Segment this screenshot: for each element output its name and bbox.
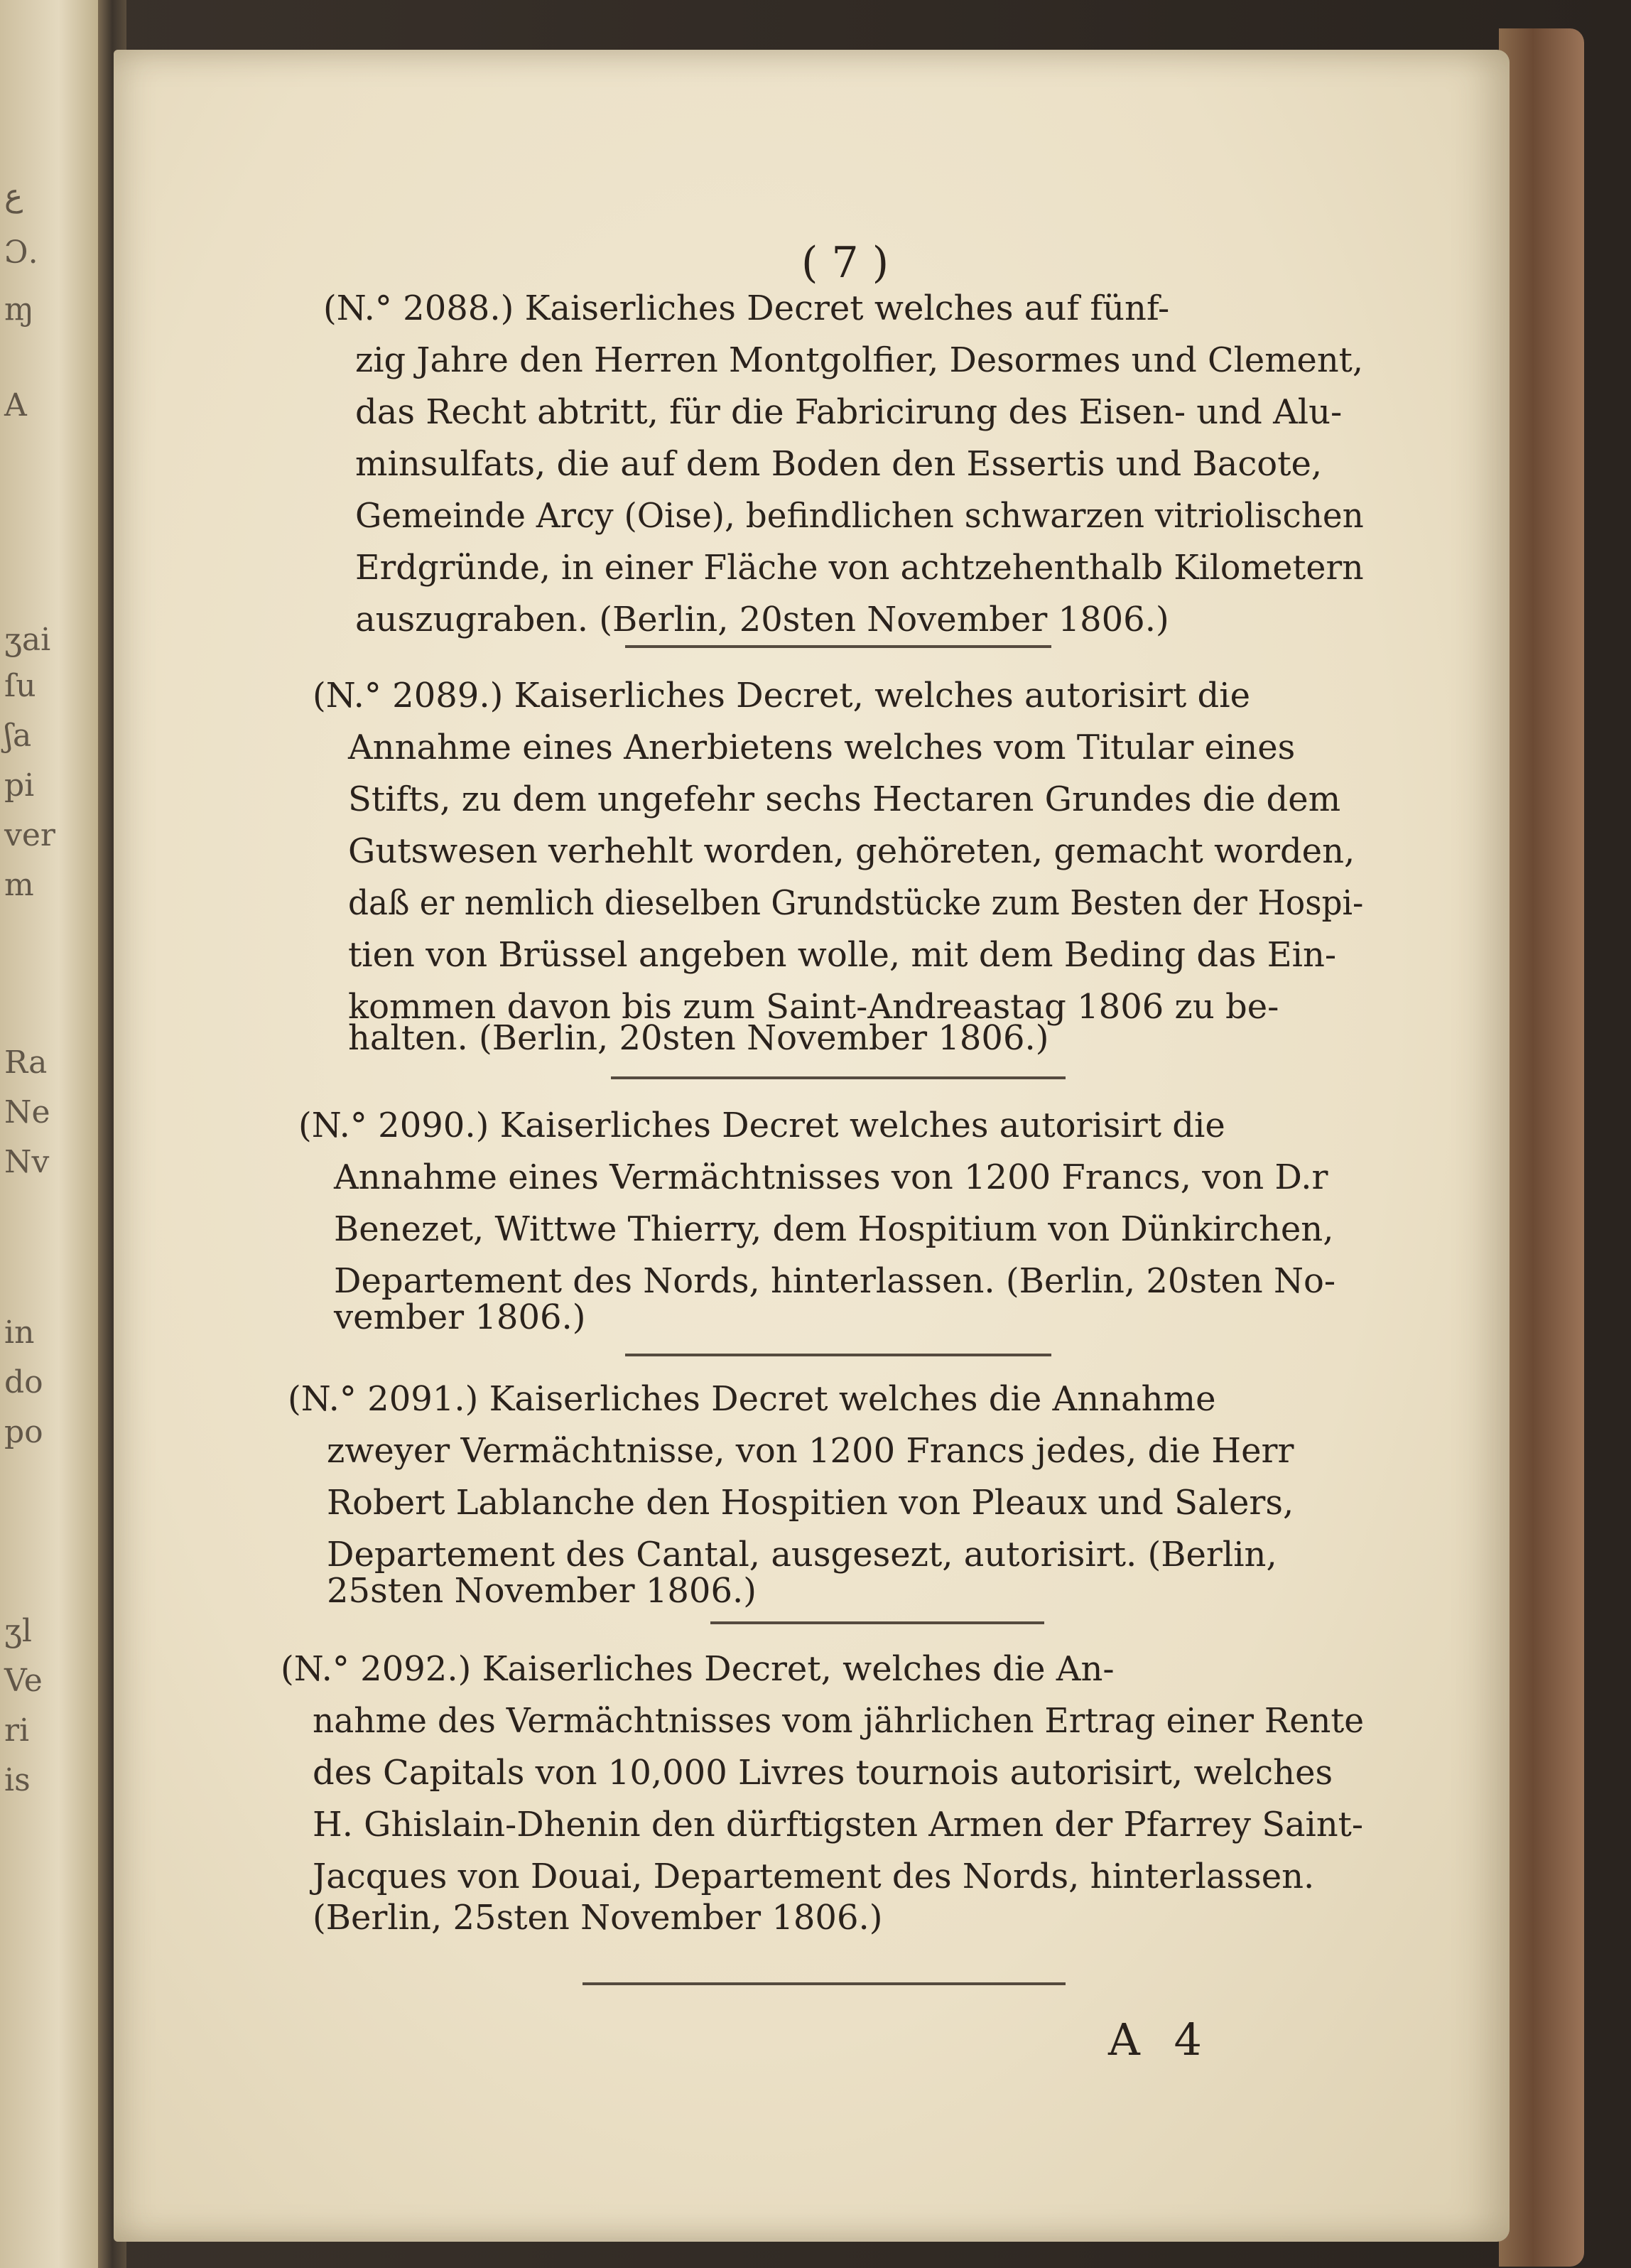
entry-line: Erdgründe, in einer Fläche von achtzehenthalb Kilometern [355, 548, 1364, 588]
entry-line: (Berlin, 25sten November 1806.) [313, 1898, 883, 1938]
left-page-fragment: ri [4, 1712, 30, 1749]
left-page-fragment: Ne [4, 1094, 50, 1130]
separator-rule [625, 645, 1051, 648]
separator-rule [625, 1354, 1051, 1356]
entry-line: Benezet, Wittwe Thierry, dem Hospitium von Dünkirchen, [334, 1209, 1334, 1249]
entry-line: halten. (Berlin, 20sten November 1806.) [348, 1018, 1049, 1058]
entry-line: H. Ghislain-Dhenin den dürftigsten Armen der Pfarrey Saint- [313, 1805, 1364, 1845]
entry-line: 25sten November 1806.) [327, 1571, 757, 1611]
entry-line: Gutswesen verhehlt worden, gehöreten, gemacht worden, [348, 831, 1355, 871]
signature-mark: A 4 [1108, 2014, 1212, 2066]
left-page-fragment: pi [4, 767, 35, 804]
left-page-fragment: in [4, 1314, 35, 1351]
entry-line: des Capitals von 10,000 Livres tournois autorisirt, welches [313, 1753, 1333, 1793]
previous-page-edge [0, 0, 107, 2268]
entry-line: minsulfats, die auf dem Boden den Essertis und Bacote, [355, 444, 1323, 484]
entry-line: daß er nemlich dieselben Grundstücke zum Besten der Hospi- [348, 883, 1364, 923]
left-page-fragment: Ve [4, 1663, 43, 1699]
left-page-fragment: m [4, 867, 34, 903]
separator-rule [710, 1621, 1044, 1624]
entry-line: (N.° 2092.) Kaiserliches Decret, welches die An- [281, 1649, 1115, 1689]
left-page-fragment: ɱ [4, 291, 34, 328]
entry-line: (N.° 2090.) Kaiserliches Decret welches autorisirt die [298, 1106, 1225, 1145]
left-page-fragment: A [4, 387, 27, 423]
left-page-fragment: po [4, 1414, 43, 1450]
book-cover-edge [1499, 28, 1584, 2267]
left-page-fragment: ʒl [4, 1613, 32, 1649]
entry-line: (N.° 2091.) Kaiserliches Decret welches die Annahme [288, 1379, 1216, 1419]
left-page-fragment: ʃa [4, 718, 32, 754]
entry-line: Annahme eines Vermächtnisses von 1200 Francs, von D.r [334, 1157, 1328, 1197]
entry-line: vember 1806.) [334, 1297, 586, 1337]
left-page-fragment: ʒai [4, 622, 51, 658]
separator-rule [611, 1076, 1066, 1079]
left-page-fragment: do [4, 1364, 43, 1400]
entry-line: Annahme eines Anerbietens welches vom Titular eines [348, 728, 1296, 767]
left-page-fragment: Ɔ. [4, 234, 38, 271]
entry-line: auszugraben. (Berlin, 20sten November 1806.) [355, 600, 1169, 639]
left-page-fragment: Nv [4, 1144, 50, 1180]
entry-line: (N.° 2088.) Kaiserliches Decret welches auf fünf- [323, 288, 1170, 328]
entry-line: zig Jahre den Herren Montgolfier, Desormes und Clement, [355, 340, 1364, 380]
entry-line: zweyer Vermächtnisse, von 1200 Francs jedes, die Herr [327, 1431, 1294, 1471]
entry-line: Stifts, zu dem ungefehr sechs Hectaren Grundes die dem [348, 779, 1341, 819]
left-page-fragment: ver [4, 817, 55, 853]
separator-rule [582, 1982, 1066, 1985]
entry-line: (N.° 2089.) Kaiserliches Decret, welches autorisirt die [313, 676, 1251, 716]
left-page-fragment: ع [4, 178, 23, 214]
entry-line: Departement des Nords, hinterlassen. (Berlin, 20sten No- [334, 1261, 1336, 1301]
entry-line: nahme des Vermächtnisses vom jährlichen Ertrag einer Rente [313, 1701, 1365, 1741]
entry-line: kommen davon bis zum Saint-Andreastag 1806 zu be- [348, 987, 1279, 1027]
entry-line: Jacques von Douai, Departement des Nords, hinterlassen. [313, 1857, 1315, 1896]
entry-line: tien von Brüssel angeben wolle, mit dem Beding das Ein- [348, 935, 1337, 975]
entry-line: Departement des Cantal, ausgesezt, autorisirt. (Berlin, [327, 1535, 1277, 1575]
entry-line: Gemeinde Arcy (Oise), befindlichen schwarzen vitriolischen [355, 496, 1364, 536]
entry-line: Robert Lablanche den Hospitien von Pleaux und Salers, [327, 1483, 1294, 1523]
left-page-fragment: Ra [4, 1044, 48, 1081]
left-page-fragment: is [4, 1762, 31, 1798]
entry-line: das Recht abtritt, für die Fabricirung des Eisen- und Alu- [355, 392, 1343, 432]
page-number: ( 7 ) [801, 238, 889, 288]
left-page-fragment: ſu [4, 668, 36, 704]
